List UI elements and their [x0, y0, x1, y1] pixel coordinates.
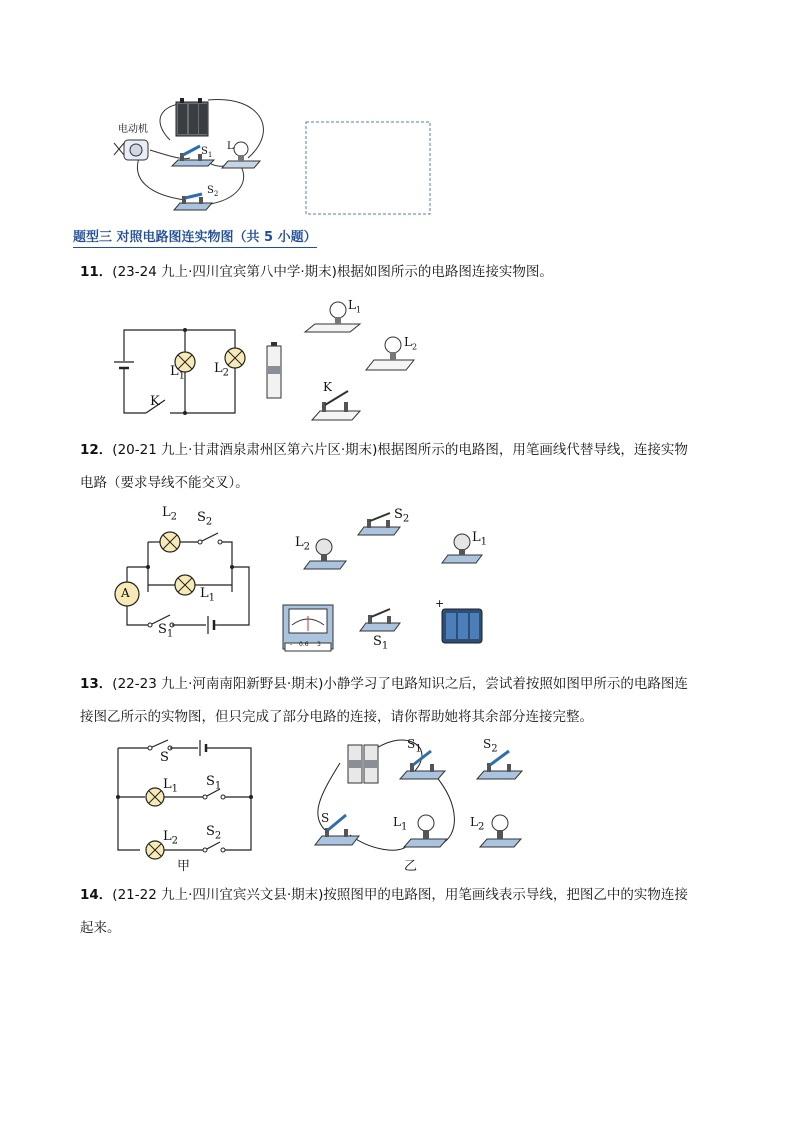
q13-lamp-l1-icon [404, 815, 447, 847]
q13-s2-icon-label: $S_2$ [483, 737, 498, 755]
q12-s2-label: $S_2$ [197, 510, 213, 528]
q12-l2-icon-label: $L_2$ [295, 535, 311, 553]
q11-l1-icon-label: $L_1$ [348, 298, 362, 315]
q13-yi-label: 乙 [404, 859, 418, 874]
q12-ammeter-label: A [121, 586, 130, 600]
question-14-text: 14．(21-22 九上·四川宜宾兴文县·期末)按照图甲的电路图，用笔画线表示导线，把图乙中的实物连接 起来。 [80, 887, 688, 936]
lamp-label: L [227, 141, 234, 152]
q12-lamp-l2-symbol [160, 532, 180, 552]
q13-switch-s2-icon [477, 751, 522, 779]
q12-lamp-l2-icon [304, 539, 346, 569]
q12-meter-06: 0.6 [299, 641, 309, 648]
q11-k-icon-label: K [323, 380, 332, 394]
q13-s1-label: $S_1$ [206, 774, 222, 792]
answer-box [306, 122, 430, 214]
q13-jia-label: 甲 [177, 859, 191, 874]
battery-pack-icon [176, 98, 208, 136]
q13-circuit-diagram [0, 735, 794, 875]
q11-battery-icon [267, 342, 281, 398]
question-11-text: 11．(23-24 九上·四川宜宾第八中学·期末)根据如图所示的电路图连接实物图。 [80, 264, 553, 280]
q13-lamp-l2-icon [480, 815, 521, 847]
q13-l2-label: $L_2$ [163, 829, 179, 847]
q13-l1-label: $L_1$ [163, 777, 179, 795]
q13-lamp-l2-symbol [146, 841, 164, 859]
q12-s1-label: $S_1$ [158, 622, 174, 640]
q13-switch-s1-icon [400, 751, 445, 779]
q11-k-label: K [150, 394, 160, 409]
q13-s1-icon-label: $S_1$ [407, 737, 422, 755]
top-circuit-drawing [0, 0, 794, 230]
q13-l2-icon-label: $L_2$ [470, 815, 485, 833]
s2-label: $S_2$ [207, 185, 219, 198]
q12-battery-plus: + [435, 597, 445, 610]
q12-l2-label: $L_2$ [162, 505, 178, 523]
q11-switch-k-icon [312, 391, 360, 420]
q12-lamp-l1-symbol [175, 575, 195, 595]
q12-switch-s1-icon [360, 609, 400, 631]
motor-label: 电动机 [118, 124, 148, 135]
q12-s2-icon-label: $S_2$ [394, 507, 410, 525]
question-13-text: 13．(22-23 九上·河南南阳新野县·期末)小静学习了电路知识之后，尝试着按照如图甲所示的电路图连 接图乙所示的实物图，但只完成了部分电路的连接，请你帮助她将其余部分连接完整。 [80, 676, 688, 725]
question-12-text: 12．(20-21 九上·甘肃酒泉肃州区第六片区·期末)根据图所示的电路图，用笔画线代替导线，连接实物 电路（要求导线不能交叉）。 [80, 442, 688, 491]
q12-battery-icon [442, 609, 482, 643]
motor-icon [114, 140, 148, 160]
q13-l1-icon-label: $L_1$ [393, 815, 408, 833]
q12-s1-icon-label: $S_1$ [373, 634, 389, 652]
s1-label: $S_1$ [201, 146, 213, 159]
q12-l1-icon-label: $L_1$ [472, 530, 488, 548]
q13-battery-icon [348, 745, 378, 783]
q12-l1-label: $L_1$ [200, 586, 216, 604]
q11-l1-label: $L_1$ [170, 364, 186, 382]
section-title: 题型三 对照电路图连实物图（共 5 小题） [73, 229, 317, 248]
q13-s2-label: $S_2$ [206, 824, 222, 842]
q12-circuit-diagram [0, 505, 794, 655]
q13-s-icon-label: S [321, 811, 330, 825]
q11-l2-icon-label: $L_2$ [404, 335, 418, 352]
q13-s-label: S [160, 750, 169, 765]
q11-l2-label: $L_2$ [214, 361, 230, 379]
q13-lamp-l1-symbol [146, 788, 164, 806]
q12-meter-minus: - [290, 641, 293, 648]
q12-meter-3: 3 [317, 641, 321, 648]
q11-circuit-diagram [0, 290, 794, 420]
